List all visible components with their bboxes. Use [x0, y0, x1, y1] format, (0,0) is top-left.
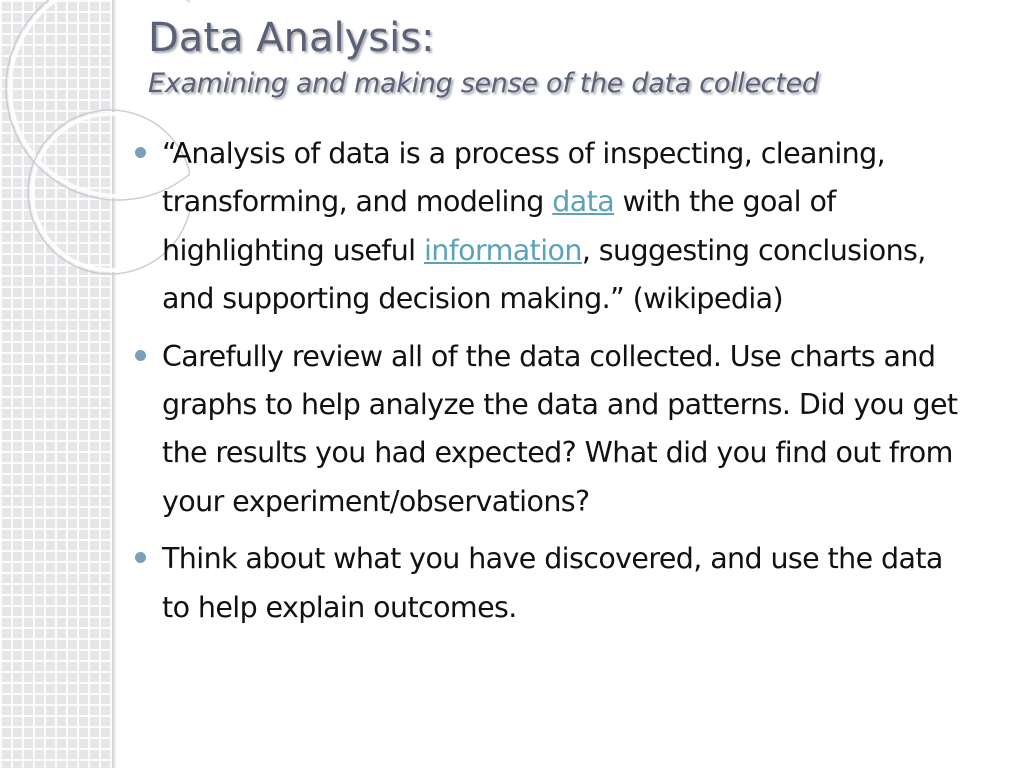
bullet-text: Think about what you have discovered, and use the data to help explain outcomes. — [162, 542, 943, 624]
title-block — [148, 14, 948, 102]
slide-title: Data Analysis: — [148, 15, 435, 61]
bullet-text: Carefully review all of the data collected. Use charts and graphs to help analyze the data and patterns. Did you get the results you had expected? What did you find out from your experiment/observations? — [162, 339, 958, 518]
bullet-item — [134, 535, 964, 632]
bullet-dot-icon — [135, 147, 146, 158]
bullet-dot-icon — [135, 552, 146, 563]
slide-subtitle: Examining and making sense of the data collected — [148, 68, 819, 99]
bullet-dot-icon — [135, 350, 146, 361]
link-information[interactable]: information — [423, 233, 582, 267]
bullet-text: , suggesting conclusions, and supporting decision making.” (wikipedia) — [162, 233, 926, 316]
bullet-text: “Analysis of data is a process of inspecting, cleaning, transforming, and modeling — [162, 137, 886, 219]
bullet-item — [134, 130, 964, 324]
bullet-item — [134, 333, 964, 527]
bullet-list — [134, 130, 964, 641]
link-data[interactable]: data — [552, 185, 615, 219]
bullet-text: with the goal of highlighting useful — [162, 185, 836, 267]
